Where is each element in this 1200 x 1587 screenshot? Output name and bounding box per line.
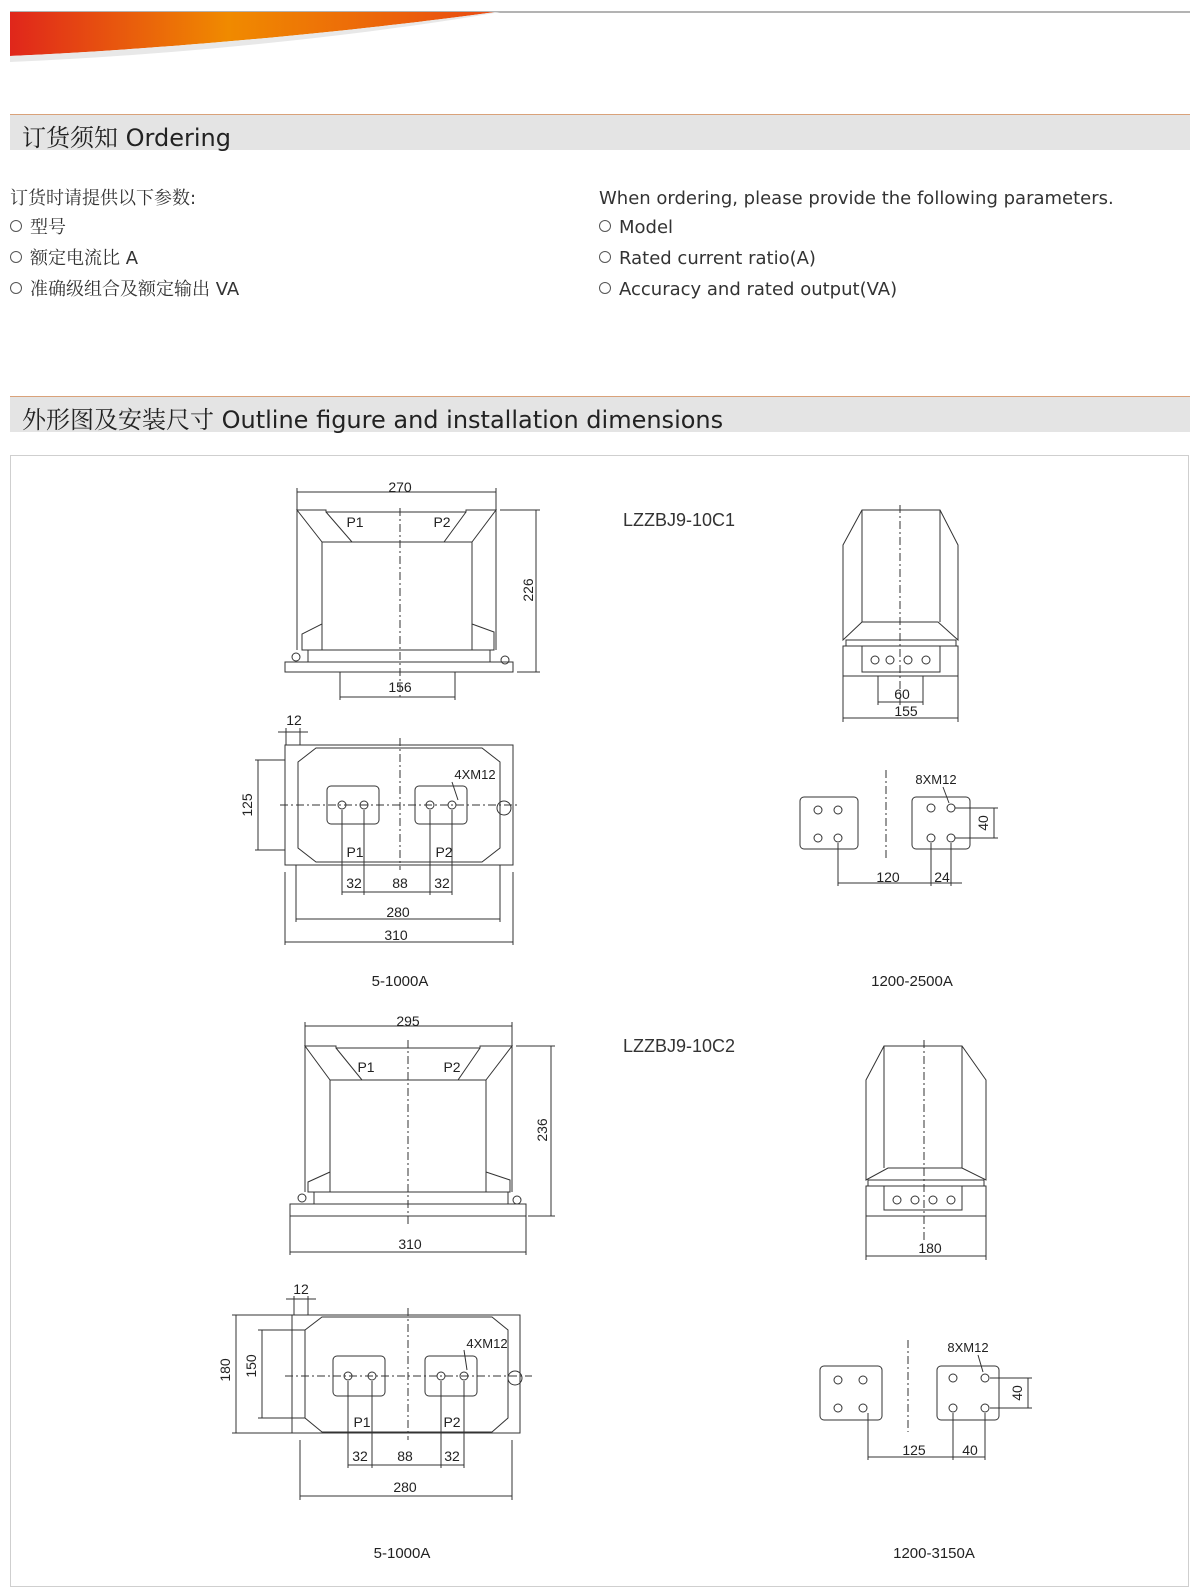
list-item: Rated current ratio(A) (599, 243, 1114, 274)
model-c1-label: LZZBJ9-10C1 (623, 510, 736, 530)
list-item: Model (599, 212, 1114, 243)
c1-plan-bolts-label: 4XM12 (454, 767, 496, 782)
c2-plan-pitch-a: 32 (352, 1448, 368, 1464)
c2-plan-tab-label: 12 (293, 1281, 309, 1297)
c1-plan-p1-label: P1 (346, 844, 364, 860)
c1-side-view (843, 505, 958, 722)
c1-plan-pitch-a: 32 (346, 875, 362, 891)
c2-side-width-label: 180 (918, 1240, 942, 1256)
c2-front-height-label: 236 (534, 1118, 550, 1142)
c1-plan-mount-label: 280 (386, 904, 410, 920)
c2-side-view (866, 1040, 986, 1260)
c1-front-width-label: 270 (388, 479, 412, 495)
c1-plan-overall-label: 310 (384, 927, 408, 943)
c2-caption-left: 5-1000A (373, 1545, 431, 1561)
c1-side-inner-label: 60 (894, 686, 910, 702)
model-c2-label: LZZBJ9-10C2 (623, 1036, 736, 1056)
c2-block-height-label: 40 (1009, 1385, 1025, 1401)
c1-plan-view (239, 712, 520, 945)
c2-plan-pitch-b: 88 (397, 1448, 413, 1464)
c2-plan-depth-outer-label: 180 (217, 1358, 233, 1382)
ordering-title: 订货须知 Ordering (22, 124, 231, 152)
c2-plan-depth-inner-label: 150 (243, 1354, 259, 1378)
list-item: 准确级组合及额定输出 VA (10, 274, 239, 305)
c1-block-view (800, 770, 998, 886)
c1-caption-right: 1200-2500A (871, 973, 953, 990)
list-item: 型号 (10, 212, 239, 243)
c1-plan-tab-label: 12 (286, 712, 302, 728)
c2-caption-right: 1200-3150A (893, 1545, 975, 1561)
c1-plan-pitch-b: 88 (392, 875, 408, 891)
c2-front-view (290, 1013, 555, 1255)
c1-front-p2-label: P2 (433, 514, 451, 530)
c1-block-pitch-label: 24 (934, 869, 950, 885)
c1-front-base-label: 156 (388, 679, 412, 695)
c2-front-p2-label: P2 (443, 1059, 461, 1075)
c2-front-base-label: 310 (398, 1236, 422, 1252)
outline-title: 外形图及安装尺寸 Outline figure and installation dimensions (22, 406, 724, 434)
c2-front-width-label: 295 (396, 1013, 420, 1029)
c2-block-gap-label: 125 (902, 1442, 926, 1458)
c1-side-width-label: 155 (894, 703, 918, 719)
c1-front-height-label: 226 (520, 578, 536, 602)
c1-plan-depth-label: 125 (239, 793, 255, 817)
list-item: Accuracy and rated output(VA) (599, 274, 1114, 305)
c2-plan-view (217, 1281, 532, 1500)
c2-block-view (820, 1340, 1032, 1460)
c2-block-bolts-label: 8XM12 (947, 1340, 989, 1355)
c2-plan-mount-label: 280 (393, 1479, 417, 1495)
c2-plan-p2-label: P2 (443, 1414, 461, 1430)
c1-block-bolts-label: 8XM12 (915, 772, 957, 787)
c1-plan-p2-label: P2 (435, 844, 453, 860)
c2-plan-pitch-c: 32 (444, 1448, 460, 1464)
list-item: 额定电流比 A (10, 243, 239, 274)
c1-block-height-label: 40 (975, 815, 991, 831)
ordering-cn-intro: 订货时请提供以下参数: (10, 188, 197, 209)
c2-plan-bolts-label: 4XM12 (466, 1336, 508, 1351)
c1-caption-left: 5-1000A (371, 973, 429, 990)
ordering-en-intro: When ordering, please provide the following parameters. (599, 188, 1114, 209)
c2-block-pitch-label: 40 (962, 1442, 978, 1458)
c2-front-p1-label: P1 (357, 1059, 375, 1075)
c1-block-gap-label: 120 (876, 869, 900, 885)
c2-plan-p1-label: P1 (353, 1414, 371, 1430)
c1-front-view (285, 479, 540, 700)
c1-plan-pitch-c: 32 (434, 875, 450, 891)
c1-front-p1-label: P1 (346, 514, 364, 530)
